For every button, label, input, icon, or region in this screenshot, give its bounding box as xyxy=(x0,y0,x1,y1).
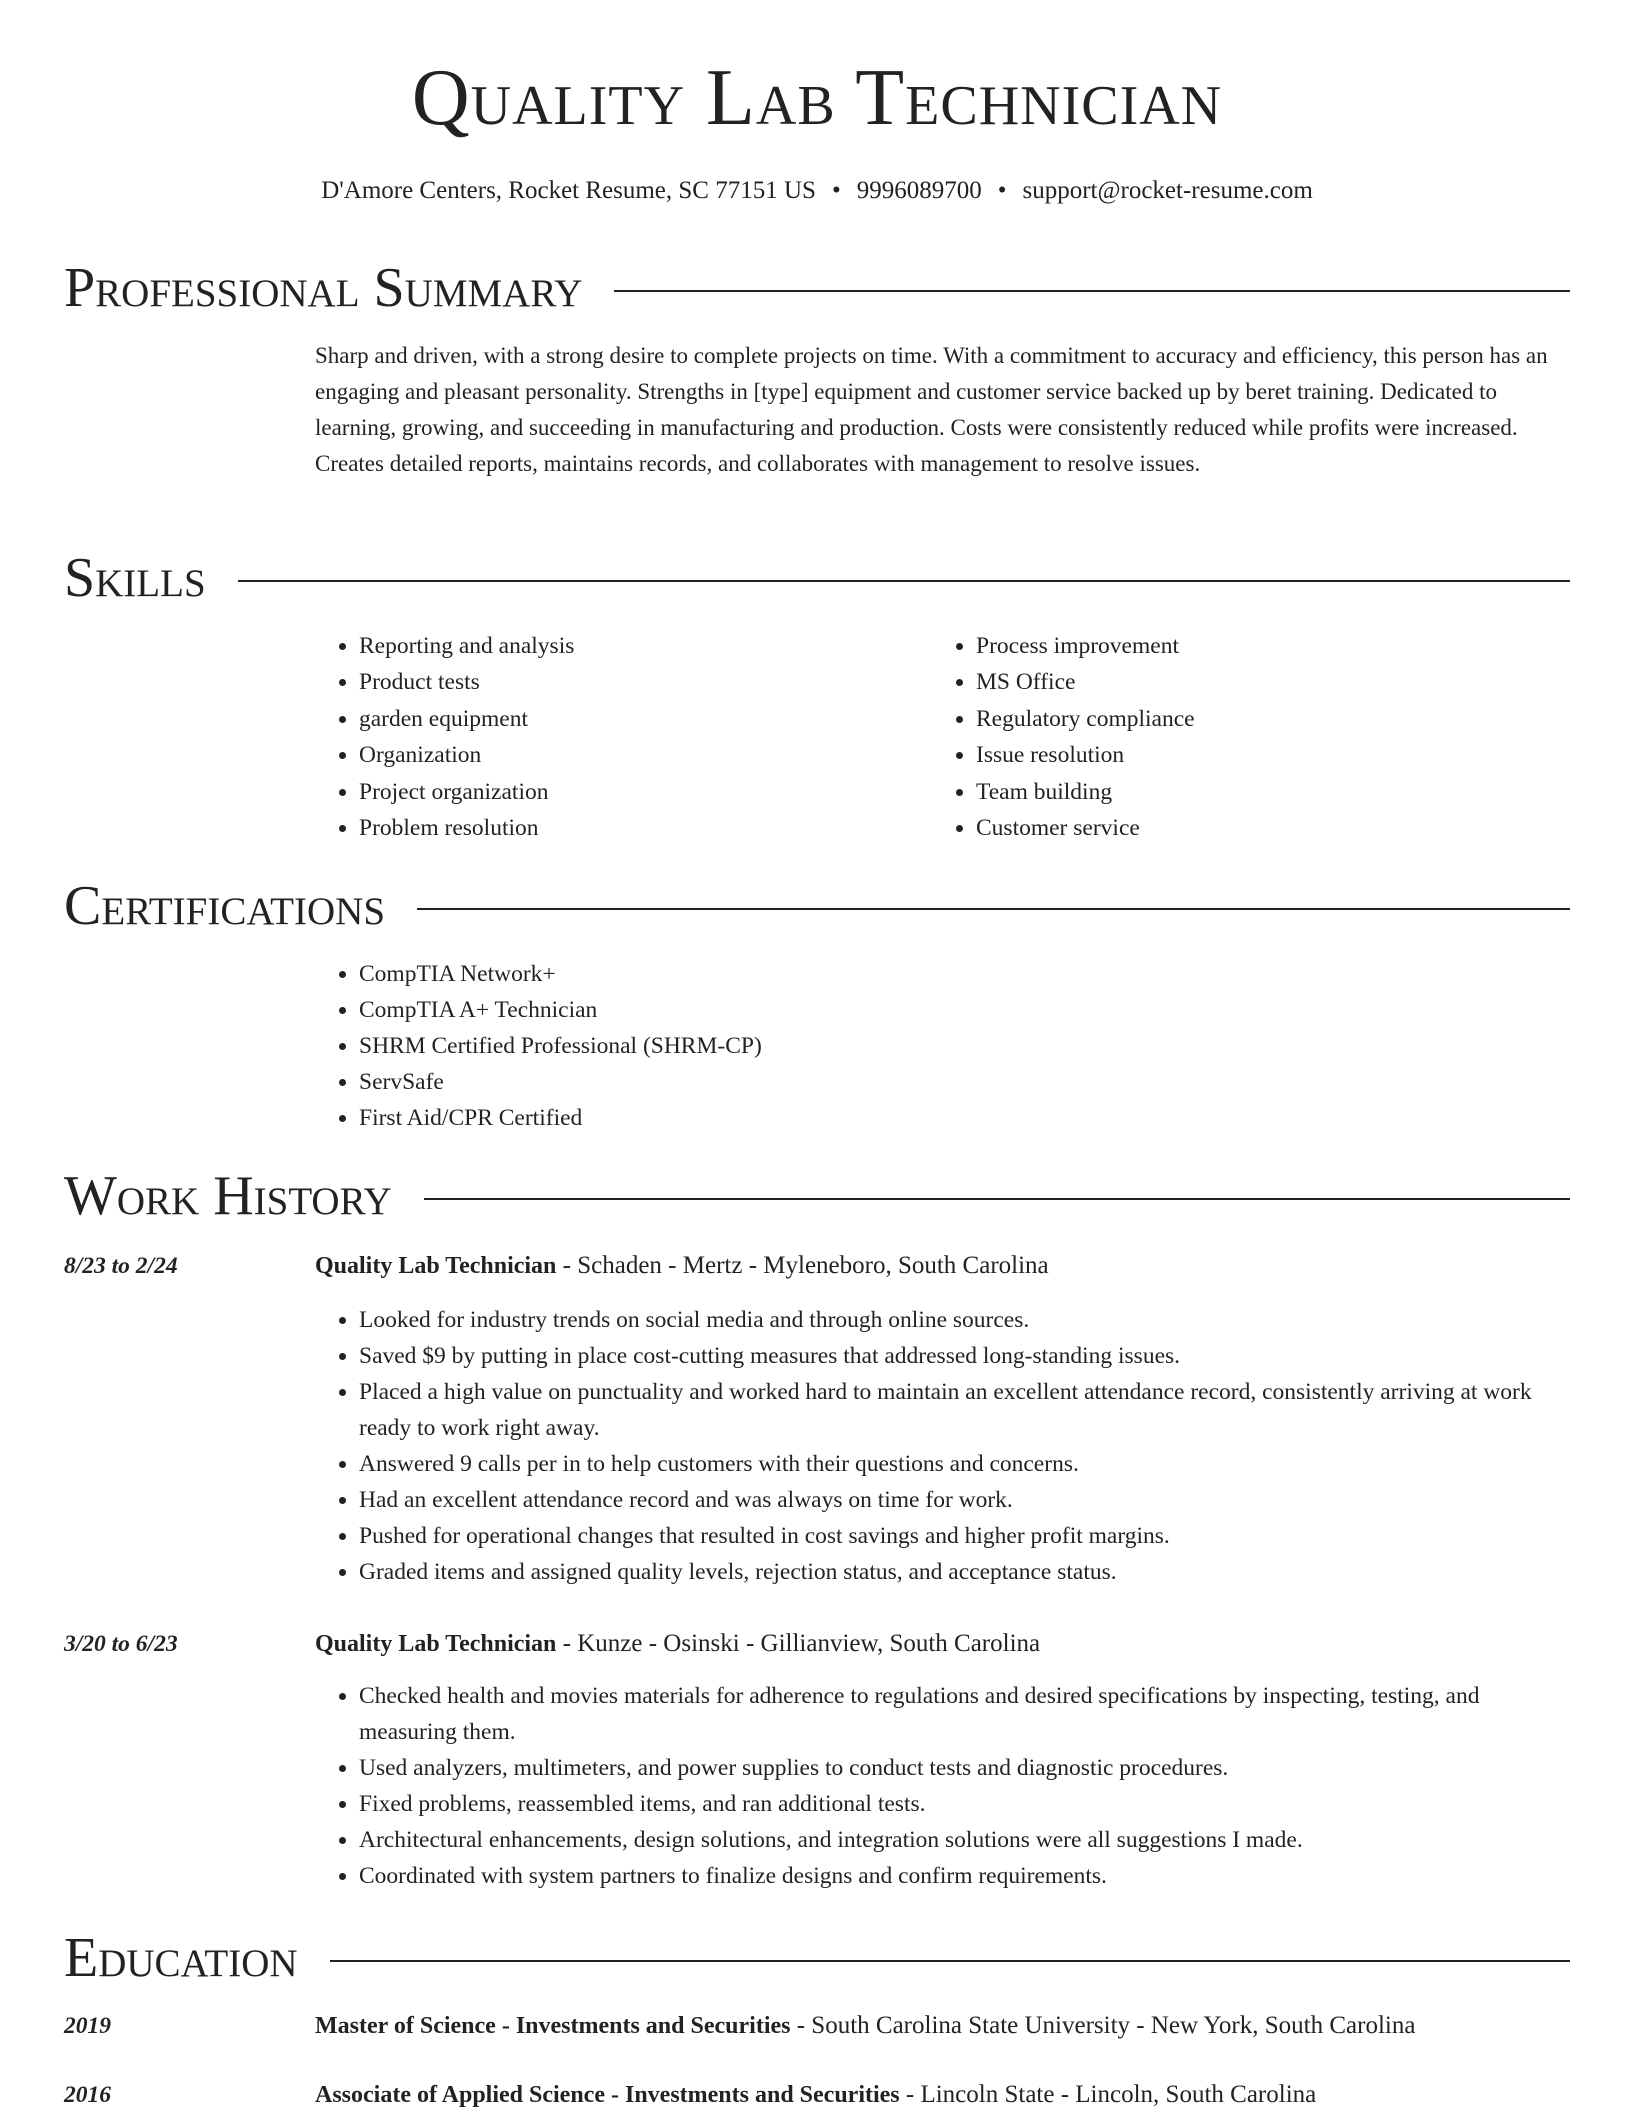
job-header xyxy=(315,1626,1570,1662)
certification-item: • SHRM Certified Professional (SHRM-CP) xyxy=(359,1028,1570,1064)
certification-item: • ServSafe xyxy=(359,1064,1570,1100)
job-dates: 3/20 to 6/23 xyxy=(64,1631,178,1657)
skill-item: • Organization xyxy=(359,737,895,773)
education-header xyxy=(315,2008,1570,2044)
skill-item: • Problem resolution xyxy=(359,810,895,846)
job-bullet: • Graded items and assigned quality levels, rejection status, and acceptance status. xyxy=(359,1554,1570,1590)
section-title-certifications: Certifications xyxy=(64,875,386,937)
section-divider xyxy=(614,290,1570,292)
education-year: 2019 xyxy=(64,2013,111,2039)
job-bullet: • Saved $9 by putting in place cost-cutting measures that addressed long-standing issues. xyxy=(359,1338,1570,1374)
skill-item: • Customer service xyxy=(976,810,1512,846)
contact-separator: • xyxy=(831,177,841,204)
job-bullet: • Pushed for operational changes that resulted in cost savings and higher profit margins. xyxy=(359,1518,1570,1554)
skill-item: • Regulatory compliance xyxy=(976,701,1512,737)
job-bullets xyxy=(315,1302,1570,1590)
education-header xyxy=(315,2077,1570,2113)
education-school-location: - Lincoln State - Lincoln, South Carolina xyxy=(899,2081,1317,2108)
resume-title: Quality Lab Technician xyxy=(411,54,1223,142)
job-bullet: • Placed a high value on punctuality and worked hard to maintain an excellent attendance record, consistently arriving at work ready to work right away. xyxy=(359,1374,1570,1446)
job-role: Quality Lab Technician xyxy=(315,1253,557,1279)
job-bullet: • Checked health and movies materials for adherence to regulations and desired specifications by inspecting, testing, and measuring them. xyxy=(359,1678,1570,1750)
summary-text: Sharp and driven, with a strong desire to complete projects on time. With a commitment to accuracy and efficiency, this person has an engaging and pleasant personality. Strengths in [type] equipment and customer service backed up by beret training. Dedicated to learning, growing, and succeeding in manufacturing and production. Costs were consistently reduced while profits were increased. Creates detailed reports, maintains records, and collaborates with management to resolve issues. xyxy=(315,343,1548,476)
section-title-work-history: Work History xyxy=(64,1165,392,1227)
section-header-education xyxy=(64,1928,1570,1988)
job-bullet: • Coordinated with system partners to finalize designs and confirm requirements. xyxy=(359,1858,1570,1894)
job-header xyxy=(315,1248,1570,1284)
job-company-location: - Schaden - Mertz - Myleneboro, South Carolina xyxy=(556,1252,1049,1279)
contact-separator: • xyxy=(997,177,1007,204)
contact-phone[interactable]: 9996089700 xyxy=(856,177,982,204)
job-bullets xyxy=(315,1678,1570,1894)
education-degree: Associate of Applied Science - Investments and Securities xyxy=(315,2082,900,2108)
section-title-summary: Professional Summary xyxy=(64,257,583,319)
job-role: Quality Lab Technician xyxy=(315,1631,557,1657)
job-company-location: - Kunze - Osinski - Gillianview, South Carolina xyxy=(556,1630,1041,1657)
education-year: 2016 xyxy=(64,2082,111,2108)
skill-item: • Process improvement xyxy=(976,628,1512,664)
section-divider xyxy=(238,580,1570,582)
contact-email[interactable]: support@rocket-resume.com xyxy=(1022,177,1313,204)
skill-item: • garden equipment xyxy=(359,701,895,737)
job-bullet: • Had an excellent attendance record and was always on time for work. xyxy=(359,1482,1570,1518)
section-divider xyxy=(330,1960,1570,1962)
certification-item: • First Aid/CPR Certified xyxy=(359,1100,1570,1136)
skill-item: • Issue resolution xyxy=(976,737,1512,773)
section-header-certifications xyxy=(64,876,1570,936)
contact-address: D'Amore Centers, Rocket Resume, SC 77151 US xyxy=(321,177,816,204)
job-bullet: • Answered 9 calls per in to help customers with their questions and concerns. xyxy=(359,1446,1570,1482)
certification-item: • CompTIA Network+ xyxy=(359,956,1570,992)
skill-item: • Team building xyxy=(976,774,1512,810)
certification-item: • CompTIA A+ Technician xyxy=(359,992,1570,1028)
job-bullet: • Looked for industry trends on social media and through online sources. xyxy=(359,1302,1570,1338)
section-divider xyxy=(424,1198,1570,1200)
section-title-skills: Skills xyxy=(64,547,206,609)
skill-item: • Product tests xyxy=(359,664,895,700)
section-title-education: Education xyxy=(64,1927,298,1989)
education-degree: Master of Science - Investments and Securities xyxy=(315,2013,791,2039)
contact-line xyxy=(64,176,1570,206)
job-dates: 8/23 to 2/24 xyxy=(64,1253,178,1279)
section-header-work-history xyxy=(64,1166,1570,1226)
skill-item: • Reporting and analysis xyxy=(359,628,895,664)
section-divider xyxy=(417,908,1570,910)
section-header-summary xyxy=(64,258,1570,318)
section-header-skills xyxy=(64,548,1570,608)
job-bullet: • Used analyzers, multimeters, and power supplies to conduct tests and diagnostic procedures. xyxy=(359,1750,1570,1786)
skill-item: • Project organization xyxy=(359,774,895,810)
certifications-list xyxy=(315,956,1570,1136)
skills-column-right xyxy=(932,628,1512,846)
skill-item: • MS Office xyxy=(976,664,1512,700)
job-bullet: • Architectural enhancements, design solutions, and integration solutions were all suggestions I made. xyxy=(359,1822,1570,1858)
job-bullet: • Fixed problems, reassembled items, and ran additional tests. xyxy=(359,1786,1570,1822)
skills-column-left xyxy=(315,628,895,846)
education-school-location: - South Carolina State University - New York, South Carolina xyxy=(790,2012,1416,2039)
